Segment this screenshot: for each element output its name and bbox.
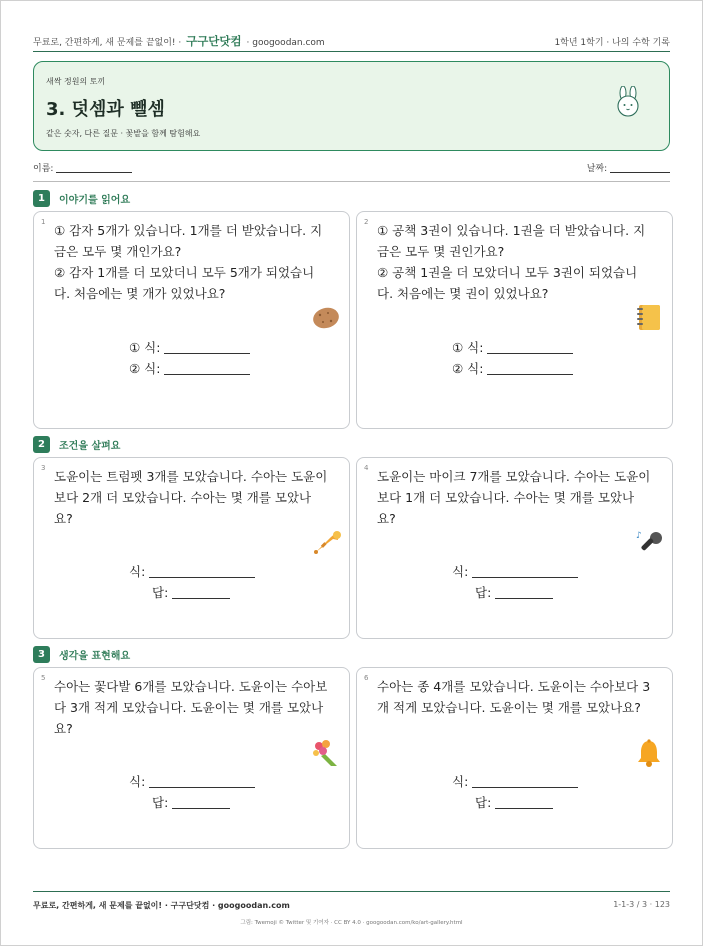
name-date-row bbox=[33, 159, 670, 175]
answer-label: 답: bbox=[152, 795, 169, 810]
name-label: 이름: bbox=[33, 164, 54, 174]
worksheet-title: 3. 덧셈과 뺄셈 bbox=[46, 99, 165, 120]
section-3-heading bbox=[33, 645, 130, 663]
potato-icon bbox=[311, 302, 341, 332]
section-number: 2 bbox=[33, 436, 50, 453]
answer-label: 식: bbox=[129, 564, 146, 579]
name-field[interactable] bbox=[33, 161, 132, 174]
problem-text: 수아는 꽃다발 6개를 모았습니다. 도윤이는 수아보다 3개 적게 모았습니다. 도윤이는 몇 개를 모았나요? bbox=[54, 679, 328, 736]
section-label: 조건을 살펴요 bbox=[59, 440, 121, 452]
answer-line-2[interactable] bbox=[152, 583, 230, 601]
notebook-icon bbox=[634, 302, 664, 332]
answer-label: 식: bbox=[452, 774, 469, 789]
site-name: · googoodan.com bbox=[246, 38, 325, 48]
problem-card-1 bbox=[33, 211, 350, 429]
section-2-heading bbox=[33, 435, 120, 453]
answer-blank[interactable] bbox=[172, 808, 230, 809]
answer-label: 답: bbox=[152, 585, 169, 600]
problem-number: 2 bbox=[364, 218, 369, 226]
date-blank[interactable] bbox=[610, 172, 670, 173]
trumpet-icon bbox=[311, 528, 341, 558]
top-bar-left bbox=[33, 33, 325, 49]
answer-line-2[interactable] bbox=[475, 583, 553, 601]
problem-number: 3 bbox=[41, 464, 46, 472]
answer-label: 답: bbox=[475, 585, 492, 600]
problem-card-2 bbox=[356, 211, 673, 429]
answer-label: ② 식: bbox=[452, 361, 484, 376]
name-blank[interactable] bbox=[56, 172, 132, 173]
banner-subtitle: 새싹 정원의 토끼 bbox=[46, 77, 106, 86]
date-label: 날짜: bbox=[586, 164, 608, 174]
section-label: 생각을 표현해요 bbox=[59, 650, 131, 662]
date-field[interactable] bbox=[587, 161, 670, 174]
problem-part-2: ② 공책 1권을 더 모았더니 모두 3권이 되었습니다. 처음에는 몇 권이 있었나요? bbox=[377, 265, 638, 301]
section-number: 3 bbox=[33, 646, 50, 663]
answer-line-1[interactable] bbox=[129, 338, 250, 356]
problem-number: 4 bbox=[364, 464, 369, 472]
problem-part-1: ① 감자 5개가 있습니다. 1개를 더 받았습니다. 지금은 모두 몇 개인가요? bbox=[54, 223, 323, 259]
brand-name: 구구단닷컴 bbox=[186, 34, 242, 48]
bouquet-icon bbox=[311, 738, 341, 768]
divider bbox=[33, 181, 670, 182]
answer-blank[interactable] bbox=[495, 598, 553, 599]
answer-line-2[interactable] bbox=[452, 359, 573, 377]
answer-line-2[interactable] bbox=[152, 793, 230, 811]
bell-icon bbox=[634, 738, 664, 768]
rabbit-icon bbox=[613, 86, 643, 118]
problem-number: 5 bbox=[41, 674, 46, 682]
problem-number: 6 bbox=[364, 674, 369, 682]
image-credit: 그림: Twemoji © Twitter 및 기여자 · CC BY 4.0 · googoodan.com/ko/art-gallery.html bbox=[240, 920, 463, 926]
answer-blank[interactable] bbox=[487, 353, 573, 354]
banner-description: 같은 숫자, 다른 질문 · 꽃밭을 함께 탐험해요 bbox=[46, 129, 201, 138]
problem-text: 수아는 종 4개를 모았습니다. 도윤이는 수아보다 3개 적게 모았습니다. 도윤이는 몇 개를 모았나요? bbox=[377, 679, 651, 715]
answer-blank[interactable] bbox=[149, 787, 255, 788]
top-bar bbox=[33, 31, 670, 51]
answer-label: ① 식: bbox=[452, 340, 484, 355]
problem-text: 도윤이는 트럼펫 3개를 모았습니다. 수아는 도윤이보다 2개 더 모았습니다. 수아는 몇 개를 모았나요? bbox=[54, 469, 328, 526]
answer-line-2[interactable] bbox=[129, 359, 250, 377]
section-label: 이야기를 읽어요 bbox=[59, 194, 131, 206]
problem-card-4 bbox=[356, 457, 673, 639]
answer-blank[interactable] bbox=[495, 808, 553, 809]
section-number: 1 bbox=[33, 190, 50, 207]
answer-blank[interactable] bbox=[164, 353, 250, 354]
tagline: 무료로, 간편하게, 새 문제를 끝없이! · bbox=[33, 38, 182, 48]
answer-blank[interactable] bbox=[172, 598, 230, 599]
problem-part-2: ② 감자 1개를 더 모았더니 모두 5개가 되었습니다. 처음에는 몇 개가 있었나요? bbox=[54, 265, 315, 301]
answer-blank[interactable] bbox=[487, 374, 573, 375]
problem-text bbox=[377, 220, 652, 304]
answer-line-1[interactable] bbox=[452, 772, 578, 790]
problem-text: 도윤이는 마이크 7개를 모았습니다. 수아는 도윤이보다 1개 더 모았습니다. 수아는 몇 개를 모았나요? bbox=[377, 469, 651, 526]
problem-number: 1 bbox=[41, 218, 46, 226]
footer-left: 무료로, 간편하게, 새 문제를 끝없이! · 구구단닷컴 · googoodan.com bbox=[33, 901, 290, 910]
divider bbox=[33, 891, 670, 892]
answer-label: 답: bbox=[475, 795, 492, 810]
problem-part-1: ① 공책 3권이 있습니다. 1권을 더 받았습니다. 지금은 모두 몇 권인가요? bbox=[377, 223, 646, 259]
answer-line-1[interactable] bbox=[129, 562, 255, 580]
answer-blank[interactable] bbox=[164, 374, 250, 375]
answer-line-1[interactable] bbox=[452, 562, 578, 580]
answer-blank[interactable] bbox=[472, 787, 578, 788]
divider bbox=[33, 51, 670, 52]
answer-label: 식: bbox=[129, 774, 146, 789]
answer-blank[interactable] bbox=[472, 577, 578, 578]
problem-card-3 bbox=[33, 457, 350, 639]
footer bbox=[33, 900, 670, 911]
microphone-icon bbox=[634, 528, 664, 558]
answer-line-1[interactable] bbox=[129, 772, 255, 790]
answer-label: ① 식: bbox=[129, 340, 161, 355]
page-number: 1-1-3 / 3 · 123 bbox=[613, 900, 670, 909]
section-1-heading bbox=[33, 189, 130, 207]
answer-line-2[interactable] bbox=[475, 793, 553, 811]
problem-card-5 bbox=[33, 667, 350, 849]
svg-text:♪: ♪ bbox=[636, 531, 642, 541]
answer-blank[interactable] bbox=[149, 577, 255, 578]
problem-text bbox=[54, 220, 329, 304]
answer-line-1[interactable] bbox=[452, 338, 573, 356]
grade-label: 1학년 1학기 · 나의 수학 기록 bbox=[554, 37, 670, 48]
answer-label: ② 식: bbox=[129, 361, 161, 376]
problem-card-6 bbox=[356, 667, 673, 849]
title-banner bbox=[33, 61, 670, 151]
answer-label: 식: bbox=[452, 564, 469, 579]
